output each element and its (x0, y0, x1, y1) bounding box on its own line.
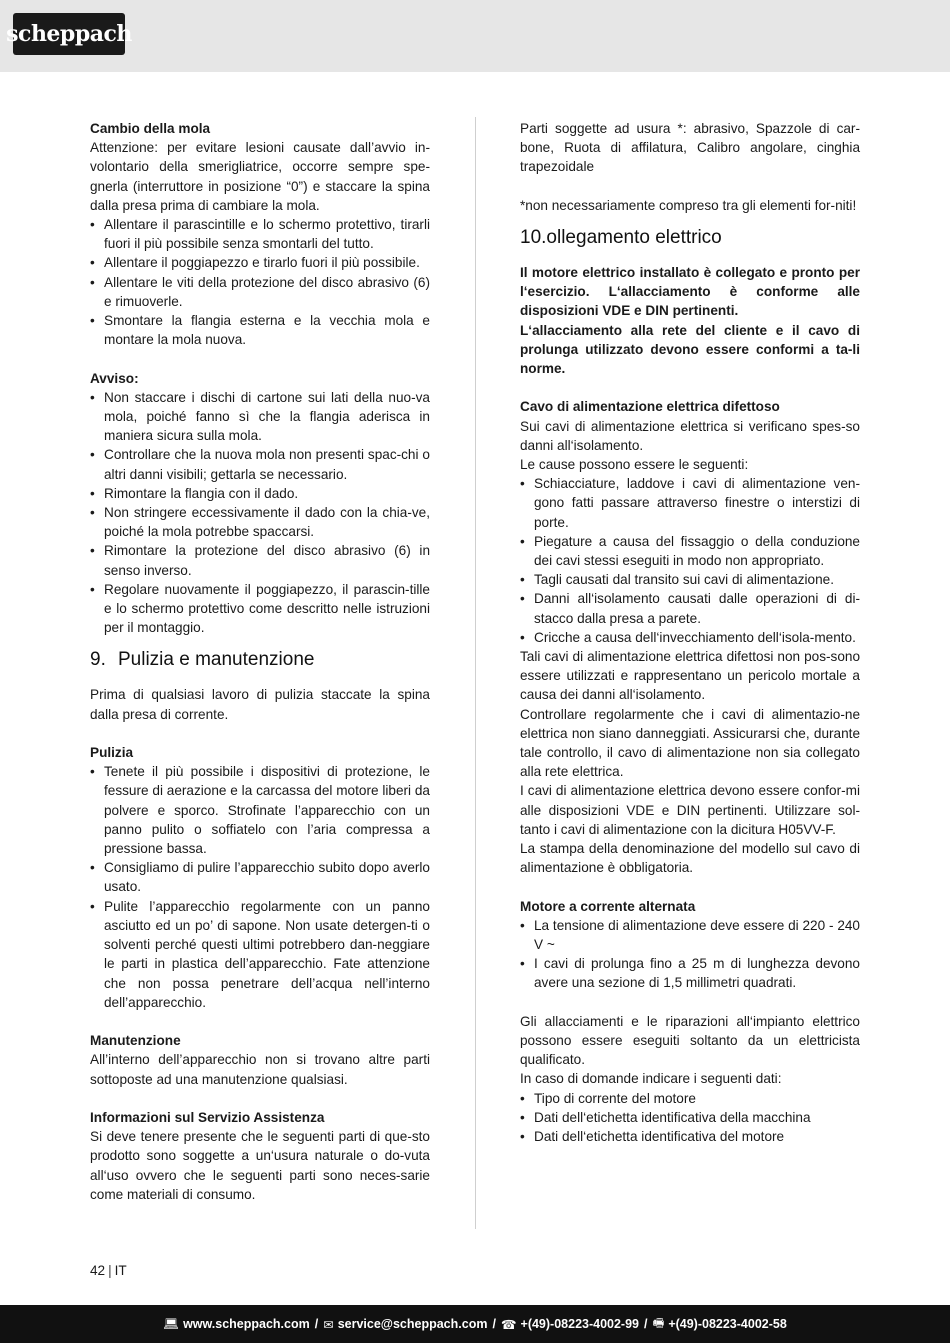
list-item: • Cricche a causa dell‘invecchiamento dell‘isola-mento. (520, 628, 860, 647)
list-item: • I cavi di prolunga fino a 25 m di lunghezza devono avere una sezione di 1,5 millimetri quadrati. (520, 954, 860, 992)
manutenzione-text: All’interno dell’apparecchio non si trovano altre parti sottoposte ad una manutenzione qualsiasi. (90, 1052, 430, 1087)
list-item: • Tagli causati dal transito sui cavi di alimentazione. (520, 570, 860, 589)
parti-text: Parti soggette ad usura *: abrasivo, Spazzole di car-bone, Ruota di affilatura, Calibro angolare, cinghia trapezoidale (520, 121, 860, 175)
page-number (90, 1263, 127, 1278)
domande-text: In caso di domande indicare i seguenti dati: (520, 1071, 782, 1087)
cavo-title: Cavo di alimentazione elettrica difettoso (520, 399, 780, 415)
list-item: • Danni all‘isolamento causati dalle operazioni di di-stacco dalla presa a parete. (520, 589, 860, 627)
section-9-number: 9. (90, 649, 106, 671)
avviso-title: Avviso: (90, 370, 139, 386)
list-item: • Tenete il più possibile i dispositivi di protezione, le fessure di aerazione e la carcassa del motore liberi da polvere e sporco. Strofinate l’apparecchio con un panno pulito o soffiatelo con l’aria compressa a pressione bassa. (90, 762, 430, 858)
footer-bar (0, 1305, 950, 1343)
allacci-text: Gli allacciamenti e le riparazioni all‘impianto elettrico possono essere eseguiti soltanto da un elettricista qualificato. (520, 1013, 860, 1068)
servizio-text: Si deve tenere presente che le seguenti parti di que-sto prodotto sono soggette a un‘usura naturale o do-vuta all‘uso ovvero che le seguenti parti sono neces-sarie come materiali di consumo. (90, 1129, 430, 1202)
list-item: • Controllare che la nuova mola non presenti spac-chi o altri danni visibili; gettarla se necessario. (90, 445, 430, 483)
list-item: • Dati dell‘etichetta identificativa del motore (520, 1127, 860, 1146)
logo-text: scheppach (6, 21, 132, 47)
footer-separator: / (314, 1317, 319, 1331)
cavo-list (520, 474, 860, 647)
list-item: • Non staccare i dischi di cartone sui lati della nuo-va mola, poiché fanno sì che la flangia aderisca in maniera sicura sulla mola. (90, 388, 430, 446)
mail-icon: ✉︎ (323, 1317, 334, 1332)
list-item: • La tensione di alimentazione deve essere di 220 - 240 V ~ (520, 916, 860, 954)
dati-list (520, 1089, 860, 1147)
footer-website-link[interactable]: www.scheppach.com (183, 1317, 310, 1331)
list-item: • Allentare il parascintille e lo schermo protettivo, tirarli fuori il più possibile senza smontarli del tutto. (90, 215, 430, 253)
section-10-heading (520, 225, 860, 251)
list-item: • Consigliamo di pulire l’apparecchio subito dopo averlo usato. (90, 858, 430, 896)
list-item: • Rimontare la flangia con il dado. (90, 484, 430, 503)
list-item: • Dati dell‘etichetta identificativa della macchina (520, 1108, 860, 1127)
avviso-list (90, 388, 430, 638)
section-10-bold-1: Il motore elettrico installato è collegato e pronto per l‘esercizio. L‘allacciamento è conforme alle disposizioni VDE e DIN pertinenti. (520, 265, 860, 319)
cavo-paragraph: I cavi di alimentazione elettrica devono essere confor-mi alle disposizioni VDE e DIN pertinenti. Utilizzare sol-tanto i cavi di alimentazione con la dicitura H05VV-F. (520, 783, 860, 837)
manutenzione-title: Manutenzione (90, 1033, 181, 1049)
list-item: • Regolare nuovamente il poggiapezzo, il parascin-tille e lo schermo protettivo come descritto nelle istruzioni per il montaggio. (90, 580, 430, 638)
section-9-intro: Prima di qualsiasi lavoro di pulizia staccate la spina dalla presa di corrente. (90, 687, 430, 722)
section-9-title: Pulizia e manutenzione (118, 649, 315, 671)
column-divider (475, 117, 476, 1229)
section-10-bold-2: L‘allacciamento alla rete del cliente e il cavo di prolunga utilizzato devono essere conformi a ta-li norme. (520, 322, 860, 377)
cambio-list (90, 215, 430, 349)
cavo-paragraph: Tali cavi di alimentazione elettrica difettosi non pos-sono essere utilizzati e rappresentano un pericolo mortale a causa dei danni all‘isolamento. (520, 649, 860, 703)
page-separator: | (108, 1263, 112, 1278)
list-item: • Allentare il poggiapezzo e tirarlo fuori il più possibile. (90, 253, 430, 272)
list-item: • Schiacciature, laddove i cavi di alimentazione ven-gono fatti passare attraverso finestre o interstizi di porte. (520, 474, 860, 532)
fax-icon: 🖷︎ (652, 1315, 665, 1330)
servizio-title: Informazioni sul Servizio Assistenza (90, 1109, 325, 1125)
list-item: • Tipo di corrente del motore (520, 1089, 860, 1108)
list-item: • Allentare le viti della protezione del disco abrasivo (6) e rimuoverle. (90, 273, 430, 311)
header-bar (0, 0, 950, 72)
list-item: • Non stringere eccessivamente il dado con la chia-ve, poiché la mola potrebbe spaccarsi. (90, 503, 430, 541)
cambio-title: Cambio della mola (90, 121, 211, 136)
list-item: • Pulite l’apparecchio regolarmente con un panno asciutto ed un po’ di sapone. Non usate detergen-ti o solventi perché questi ultimi potrebbero dan-neggiare le parti in plastica dell’apparecchio. Fate attenzione che non possa penetrare dell’acqua nell’interno dell’apparecchio. (90, 897, 430, 1012)
footer-email-link[interactable]: service@scheppach.com (337, 1317, 488, 1331)
cavo-paragraph: Controllare regolarmente che i cavi di alimentazio-ne elettrica non siano danneggiati. Assicurarsi che, durante tale controllo, il cavo di alimentazione non sia collegato alla rete elettrica. (520, 706, 860, 780)
section-9-heading (90, 647, 430, 673)
cavo-intro-2: Le cause possono essere le seguenti: (520, 457, 749, 473)
section-10-title: ollegamento elettrico (546, 227, 722, 248)
list-item: • Smontare la flangia esterna e la vecchia mola e montare la mola nuova. (90, 311, 430, 349)
motore-list (520, 916, 860, 993)
footer-separator: / (492, 1317, 496, 1331)
footer-phone[interactable]: +(49)-08223-4002-99 (520, 1317, 640, 1331)
pulizia-title: Pulizia (90, 745, 134, 761)
computer-icon: 💻︎ (163, 1316, 180, 1331)
cambio-intro: Attenzione: per evitare lesioni causate dall’avvio in-volontario della smerigliatrice, occorre sempre spe-gnerla (interruttore in posizione “0”) e staccare la spina dalla presa prima di cambiare la mola. (90, 140, 430, 213)
page-number-value: 42 (90, 1263, 106, 1278)
footer-separator: / (644, 1317, 648, 1331)
cavo-intro: Sui cavi di alimentazione elettrica si verificano spes-so danni all‘isolamento. (520, 418, 860, 453)
pulizia-list (90, 762, 430, 1012)
page-language: IT (114, 1263, 127, 1278)
phone-icon: ☎︎ (500, 1317, 517, 1332)
right-column (520, 119, 860, 1146)
list-item: • Rimontare la protezione del disco abrasivo (6) in senso inverso. (90, 541, 430, 579)
left-column (90, 119, 430, 1204)
cavo-paragraph: La stampa della denominazione del modello sul cavo di alimentazione è obbligatoria. (520, 841, 860, 876)
note-text: *non necessariamente compreso tra gli elementi for-niti! (520, 197, 857, 213)
section-10-number: 10. (520, 227, 547, 248)
scheppach-logo[interactable] (6, 13, 132, 55)
footer-fax: +(49)-08223-4002-58 (668, 1317, 787, 1331)
motore-title: Motore a corrente alternata (520, 898, 696, 914)
list-item: • Piegature a causa del fissaggio o della conduzione dei cavi stessi eseguiti in modo non appropriato. (520, 532, 860, 570)
